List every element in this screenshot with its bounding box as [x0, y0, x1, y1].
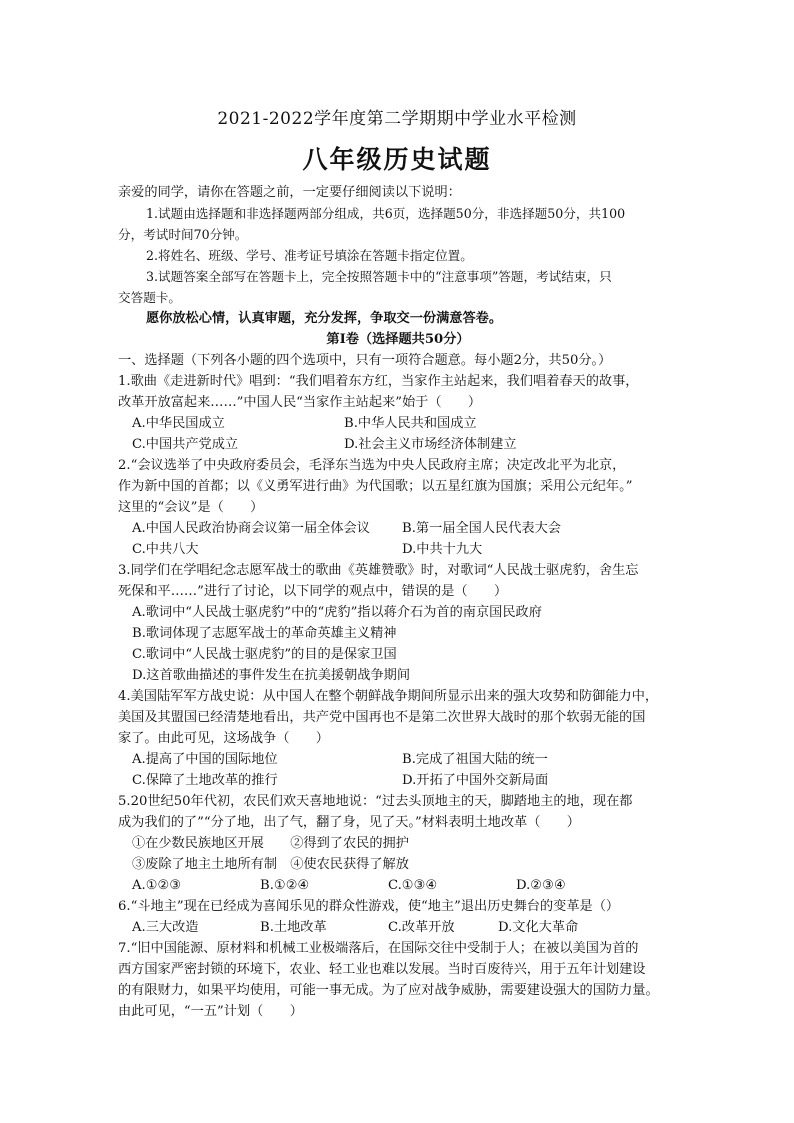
exam-body	[118, 182, 678, 1022]
question-6-stem: 6.“斗地主”现在已经成为喜闻乐见的群众性游戏，使“地主”退出历史舞台的变革是（）	[118, 899, 620, 914]
instruction-item-1: 1.试题由选择题和非选择题两部分组成，共6页，选择题50分，非选择题50分，共100	[146, 206, 626, 221]
question-1-options-row-1	[118, 413, 678, 434]
question-6-option-d: D.文化大革命	[498, 920, 579, 935]
question-2-stem: 2.“会议选举了中央政府委员会，毛泽东当选为中央人民政府主席；决定改北平为北京，	[118, 458, 626, 473]
question-4-option-c: C.保障了土地改革的推行	[132, 773, 278, 788]
question-2-option-d: D.中共十九大	[402, 542, 483, 557]
question-6-option-a: A.三大改造	[132, 920, 199, 935]
part1-heading: 一、选择题（下列各小题的四个选项中，只有一项符合题意。每小题2分，共50分。）	[118, 353, 612, 368]
question-5-option-b: B.①②④	[260, 878, 310, 893]
instructions-wish: 愿你放松心情，认真审题，充分发挥，争取交一份满意答卷。	[146, 311, 503, 326]
question-7-stem-cont: 西方国家严密封锁的环境下，农业、轻工业也难以发展。当时百废待兴，用于五年计划建设	[118, 962, 646, 977]
question-5-option-c: C.①③④	[388, 878, 438, 893]
exam-main-title: 八年级历史试题	[302, 145, 492, 174]
question-5-option-d: D.②③④	[516, 878, 566, 893]
question-3-option-b: B.歌词体现了志愿军战士的革命英雄主义精神	[132, 626, 397, 641]
instruction-item-2: 2.将姓名、班级、学号、准考证号填涂在答题卡指定位置。	[146, 248, 473, 263]
instruction-item-1-cont: 分，考试时间70分钟。	[118, 227, 248, 242]
question-5-statements-1: ①在少数民族地区开展 ②得到了农民的拥护	[132, 836, 409, 851]
question-7-stem: 7.“旧中国能源、原材料和机械工业极端落后，在国际交往中受制于人；在被以美国为首的	[118, 941, 639, 956]
question-7-stem-end: 由此可见，“一五”计划（ ）	[118, 1004, 303, 1019]
question-6-options-row	[118, 917, 678, 938]
question-1-options-row-2	[118, 434, 678, 455]
question-2-option-c: C.中共八大	[132, 542, 199, 557]
question-1-stem-cont: 改革开放富起来……”中国人民“当家作主站起来”始于（ ）	[118, 395, 482, 410]
section-title: 第Ⅰ卷（选择题共50分）	[326, 332, 470, 347]
question-1-option-a: A.中华民国成立	[132, 416, 225, 431]
question-5-option-a: A.①②③	[132, 878, 182, 893]
question-3-stem: 3.同学们在学唱纪念志愿军战士的歌曲《英雄赞歌》时，对歌词“人民战士驱虎豹，舍生忘	[118, 563, 639, 578]
question-3-stem-cont: 死保和平……”进行了讨论，以下同学的观点中，错误的是（ ）	[118, 584, 508, 599]
question-3-option-c: C.歌词中“人民战士驱虎豹”的目的是保家卫国	[132, 647, 397, 662]
question-1-option-d: D.社会主义市场经济体制建立	[344, 437, 517, 452]
instructions-greeting: 亲爱的同学，请你在答题之前，一定要仔细阅读以下说明：	[118, 185, 461, 200]
question-2-stem-end: 这里的“会议”是（ ）	[118, 500, 264, 515]
question-4-stem-end: 家了。由此可见，这场战争（ ）	[118, 731, 329, 746]
question-4-stem: 4.美国陆军军方战史说：从中国人在整个朝鲜战争期间所显示出来的强大攻势和防御能力中，	[118, 689, 659, 704]
question-2-option-b: B.第一届全国人民代表大会	[402, 521, 561, 536]
instruction-item-3: 3.试题答案全部写在答题卡上，完全按照答题卡中的“注意事项”答题，考试结束，只	[146, 269, 612, 284]
question-2-options-row-2	[118, 539, 678, 560]
question-4-option-a: A.提高了中国的国际地位	[132, 752, 278, 767]
question-6-option-b: B.土地改革	[260, 920, 327, 935]
question-2-options-row-1	[118, 518, 678, 539]
question-3-option-a: A.歌词中“人民战士驱虎豹”中的“虎豹”指以蒋介石为首的南京国民政府	[132, 605, 542, 620]
instruction-item-3-cont: 交答题卡。	[118, 290, 181, 305]
question-2-stem-cont: 作为新中国的首都；以《义勇军进行曲》为代国歌；以五星红旗为国旗；采用公元纪年。”	[118, 479, 633, 494]
question-4-options-row-2	[118, 770, 678, 791]
question-2-option-a: A.中国人民政治协商会议第一届全体会议	[132, 521, 370, 536]
question-4-stem-cont: 美国及其盟国已经清楚地看出，共产党中国再也不是第二次世界大战时的那个软弱无能的国	[118, 710, 646, 725]
question-5-stem-cont: 成为我们的了”“分了地，出了气，翻了身，见了天。”材料表明土地改革（ ）	[118, 815, 580, 830]
exam-header-title: 2021-2022学年度第二学期期中学业水平检测	[217, 109, 577, 129]
question-4-option-d: D.开拓了中国外交新局面	[402, 773, 549, 788]
question-7-stem-cont-2: 的有限财力，如果平均使用，可能一事无成。为了应对战争威胁，需要建设强大的国防力量。	[118, 983, 659, 998]
question-5-statements-2: ③废除了地主土地所有制 ④使农民获得了解放	[132, 857, 409, 872]
question-6-option-c: C.改革开放	[388, 920, 455, 935]
question-5-stem: 5.20世纪50年代初，农民们欢天喜地地说：“过去头顶地主的天，脚踏地主的地，现在都	[118, 794, 633, 809]
question-1-stem: 1.歌曲《走进新时代》唱到：“我们唱着东方红，当家作主站起来，我们唱着春天的故事，	[118, 374, 639, 389]
question-1-option-b: B.中华人民共和国成立	[344, 416, 477, 431]
question-3-option-d: D.这首歌曲描述的事件发生在抗美援朝战争期间	[132, 668, 411, 683]
question-1-option-c: C.中国共产党成立	[132, 437, 239, 452]
question-4-option-b: B.完成了祖国大陆的统一	[402, 752, 548, 767]
question-4-options-row-1	[118, 749, 678, 770]
question-5-options-row	[118, 875, 678, 896]
